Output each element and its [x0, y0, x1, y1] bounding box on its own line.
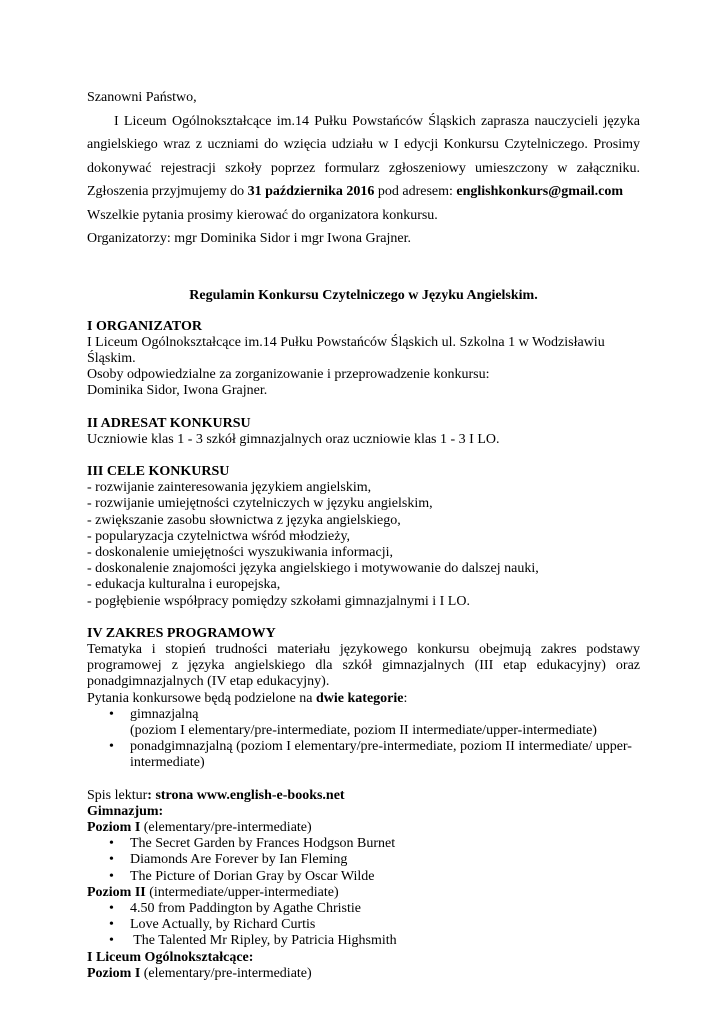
reading-website[interactable]: : strona www.english-e-books.net — [147, 787, 345, 803]
category-text: ponadgimnazjalną (poziom I elementary/pre-intermediate, poziom II intermediate/ upper-intermediate) — [130, 739, 632, 771]
level-line — [87, 820, 640, 836]
section-heading: IV ZAKRES PROGRAMOWY — [87, 625, 276, 641]
level-label: Poziom I — [87, 819, 141, 835]
level-label: Poziom II — [87, 884, 146, 900]
lo-heading: I Liceum Ogólnokształcące: — [87, 949, 254, 965]
greeting: Szanowni Państwo, — [87, 90, 197, 105]
section-heading: II ADRESAT KONKURSU — [87, 415, 251, 431]
section-goals — [87, 464, 640, 610]
bullet-icon: • — [109, 901, 114, 916]
gimnazjum-heading: Gimnazjum: — [87, 803, 164, 819]
book-title: Diamonds Are Forever by Ian Fleming — [130, 852, 348, 868]
contact-email[interactable]: englishkonkurs@gmail.com — [456, 184, 624, 199]
book-title: The Secret Garden by Frances Hodgson Burnet — [130, 836, 396, 852]
addressee-line: Uczniowie klas 1 - 3 szkół gimnazjalnych oraz uczniowie klas 1 - 3 I LO. — [87, 431, 500, 447]
book-item — [87, 869, 640, 885]
book-item — [87, 852, 640, 868]
book-item — [87, 836, 640, 852]
goal-item: - edukacja kulturalna i europejska, — [87, 577, 281, 593]
invitation-text-2: pod adresem: — [374, 184, 457, 199]
level-line — [87, 966, 640, 982]
document-page — [87, 86, 640, 982]
organizer-line: Dominika Sidor, Iwona Grajner. — [87, 383, 268, 399]
document-title: Regulamin Konkursu Czytelniczego w Języku Angielskim. — [189, 287, 538, 303]
categories-colon: : — [403, 690, 408, 706]
goal-item: - rozwijanie zainteresowania językiem angielskim, — [87, 480, 372, 496]
goal-item: - popularyzacja czytelnictwa wśród młodzieży, — [87, 528, 351, 544]
section-heading: I ORGANIZATOR — [87, 318, 203, 334]
organizer-line: I Liceum Ogólnokształcące im.14 Pułku Powstańców Śląskich ul. Szkolna 1 w Wodzisławiu Śląskim. — [87, 334, 605, 366]
bullet-icon: • — [109, 706, 114, 722]
organizer-line: Osoby odpowiedzialne za zorganizowanie i przeprowadzenie konkursu: — [87, 367, 490, 383]
bullet-icon: • — [109, 868, 114, 884]
level-line — [87, 885, 640, 901]
categories-count: dwie kategorie — [316, 690, 404, 706]
category-item — [87, 739, 640, 771]
section-addressee — [87, 416, 640, 448]
book-title: Love Actually, by Richard Curtis — [130, 917, 316, 933]
level-range: (elementary/pre-intermediate) — [140, 965, 312, 981]
goal-item: - rozwijanie umiejętności czytelniczych w języku angielskim, — [87, 496, 433, 512]
deadline-date: 31 października 2016 — [247, 184, 375, 199]
section-heading: III CELE KONKURSU — [87, 463, 230, 479]
book-item — [87, 933, 640, 949]
category-name: gimnazjalną — [130, 706, 199, 722]
section-organizer — [87, 319, 640, 400]
section-reading-list — [87, 788, 640, 982]
goal-item: - zwiększanie zasobu słownictwa z języka angielskiego, — [87, 512, 401, 528]
level-range: (elementary/pre-intermediate) — [140, 819, 312, 835]
scope-paragraph: Tematyka i stopień trudności materiału językowego konkursu obejmują zakres podstawy programowej z języka angielskiego dla szkół gimnazjalnych (III etap edukacyjny) oraz ponadgimnazjalnych (IV etap edukacyjny). — [87, 641, 640, 690]
bullet-icon: • — [109, 739, 114, 755]
bullet-icon: • — [109, 852, 114, 868]
categories-line — [87, 691, 640, 707]
book-title: The Picture of Dorian Gray by Oscar Wilde — [130, 868, 375, 884]
goal-item: - doskonalenie znajomości języka angielskiego i motywowanie do dalszej nauki, — [87, 561, 539, 577]
organizers-line: Organizatorzy: mgr Dominika Sidor i mgr Iwona Grajner. — [87, 231, 411, 246]
book-item — [87, 917, 640, 933]
category-item — [87, 707, 640, 739]
goal-item: - pogłębienie współpracy pomiędzy szkołami gimnazjalnymi i I LO. — [87, 593, 470, 609]
level-range: (intermediate/upper-intermediate) — [145, 884, 339, 900]
goal-item: - doskonalenie umiejętności wyszukiwania informacji, — [87, 544, 393, 560]
invitation-text: I Liceum Ogólnokształcące im.14 Pułku Powstańców Śląskich zaprasza nauczycieli języka angielskiego wraz z uczniami do wzięcia udziału w I edycji Konkursu Czytelniczego. Prosimy dokonywać rejestracji szkoły poprzez formularz zgłoszeniowy umieszczony w załączniku. Zgłoszenia przyjmujemy do — [87, 113, 640, 199]
questions-line: Wszelkie pytania prosimy kierować do organizatora konkursu. — [87, 207, 438, 223]
invitation-paragraph — [87, 110, 640, 204]
reading-label: Spis lektur — [87, 787, 148, 803]
bullet-icon: • — [109, 933, 114, 949]
category-detail: (poziom I elementary/pre-intermediate, poziom II intermediate/upper-intermediate) — [130, 722, 597, 738]
book-title: 4.50 from Paddington by Agathe Christie — [130, 901, 361, 916]
section-scope — [87, 626, 640, 772]
categories-text: Pytania konkursowe będą podzielone na — [87, 690, 316, 706]
level-label: Poziom I — [87, 965, 141, 981]
bullet-icon: • — [109, 917, 114, 933]
bullet-icon: • — [109, 836, 114, 852]
reading-list-label — [87, 788, 640, 804]
book-item — [87, 901, 640, 917]
book-title: The Talented Mr Ripley, by Patricia Highsmith — [130, 933, 397, 949]
